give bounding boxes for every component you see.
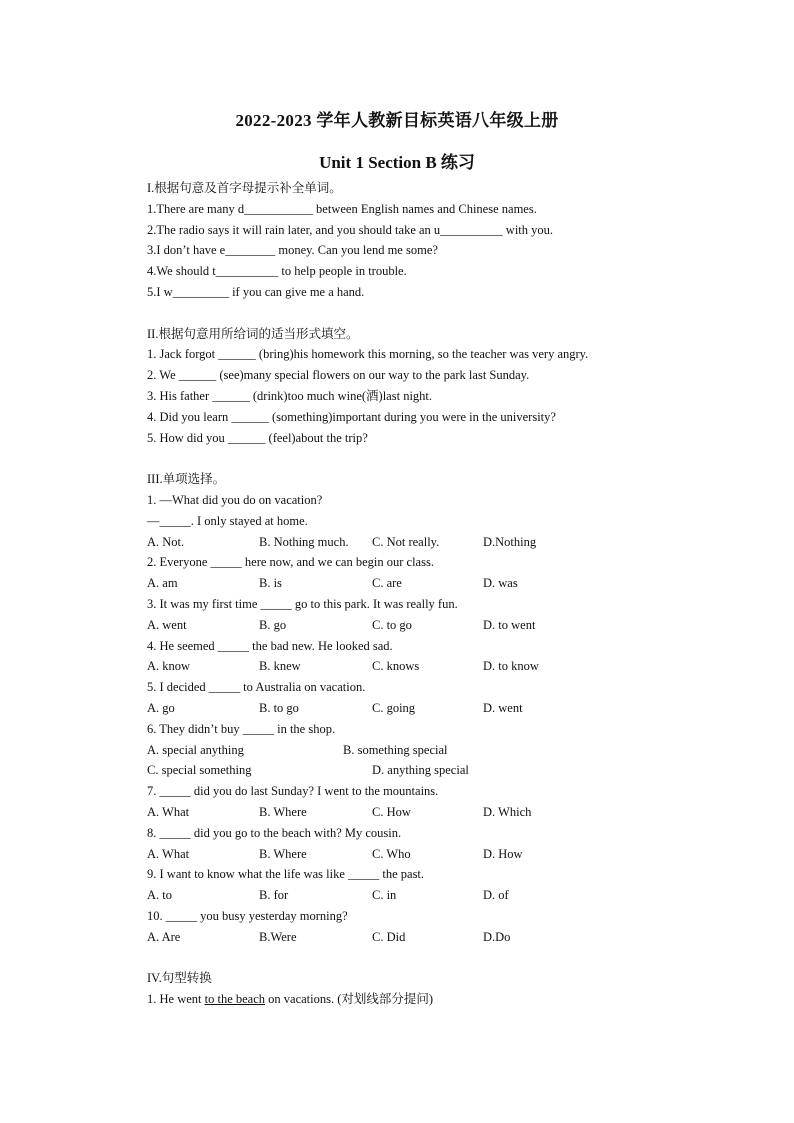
s1-item-3: 3.I don’t have e________ money. Can you lend me some?	[147, 243, 438, 258]
q7-option-a: A. What	[147, 804, 190, 819]
s2-item-2: 2. We ______ (see)many special flowers on our way to the park last Sunday.	[147, 368, 530, 383]
q7-stem: 7. _____ did you do last Sunday? I went to the mountains.	[147, 784, 439, 799]
document-title: 2022-2023 学年人教新目标英语八年级上册	[235, 111, 559, 130]
q9-options	[147, 885, 667, 906]
q10-stem: 10. _____ you busy yesterday morning?	[147, 908, 348, 923]
q7-option-b: B. Where	[259, 804, 307, 819]
spacer	[147, 448, 667, 469]
q4-options	[147, 656, 667, 677]
s4-item-1	[147, 989, 667, 1010]
q5-option-d: D. went	[483, 700, 523, 715]
q10-options	[147, 927, 667, 948]
s2-item-1: 1. Jack forgot ______ (bring)his homework this morning, so the teacher was very angry.	[147, 347, 589, 362]
q9-option-b: B. for	[259, 888, 289, 903]
s2-item-4: 4. Did you learn ______ (something)important during you were in the university?	[147, 409, 556, 424]
q3-options	[147, 615, 667, 636]
q5-options	[147, 698, 667, 719]
q2-options	[147, 573, 667, 594]
q4-stem: 4. He seemed _____ the bad new. He looked sad.	[147, 638, 393, 653]
q8-option-d: D. How	[483, 846, 523, 861]
q9-option-d: D. of	[483, 888, 509, 903]
q10-option-c: C. Did	[372, 929, 406, 944]
section-2-heading: II.根据句意用所给词的适当形式填空。	[147, 326, 359, 341]
s1-item-5: 5.I w_________ if you can give me a hand.	[147, 284, 365, 299]
q2-stem: 2. Everyone _____ here now, and we can begin our class.	[147, 555, 434, 570]
q3-stem: 3. It was my first time _____ go to this park. It was really fun.	[147, 596, 458, 611]
s4-q1-prefix: 1. He went	[147, 992, 205, 1007]
q2-option-a: A. am	[147, 576, 178, 591]
q8-option-b: B. Where	[259, 846, 307, 861]
q8-stem: 8. _____ did you go to the beach with? My cousin.	[147, 825, 402, 840]
q3-option-d: D. to went	[483, 617, 536, 632]
q8-options	[147, 844, 667, 865]
q4-option-b: B. knew	[259, 659, 301, 674]
q1-reply: —_____. I only stayed at home.	[147, 513, 308, 528]
q4-option-a: A. know	[147, 659, 191, 674]
q9-stem: 9. I want to know what the life was like _____ the past.	[147, 867, 425, 882]
s4-q1-suffix: on vacations. (对划线部分提问)	[265, 992, 434, 1007]
q1-option-d: D.Nothing	[483, 534, 537, 549]
q1-options	[147, 532, 667, 553]
s1-item-2: 2.The radio says it will rain later, and you should take an u__________ with you.	[147, 222, 554, 237]
section-4-heading: IV.句型转换	[147, 971, 212, 986]
section-1-heading: I.根据句意及首字母提示补全单词。	[147, 181, 342, 195]
q1-option-a: A. Not.	[147, 534, 185, 549]
q1-option-c: C. Not really.	[372, 534, 440, 549]
q9-option-c: C. in	[372, 888, 397, 903]
q7-option-c: C. How	[372, 804, 411, 819]
q5-option-b: B. to go	[259, 700, 299, 715]
q3-option-c: C. to go	[372, 617, 412, 632]
section-3-heading: III.单项选择。	[147, 472, 226, 487]
q7-option-d: D. Which	[483, 804, 532, 819]
q6-options-row-2	[147, 760, 667, 781]
q4-option-c: C. knows	[372, 659, 420, 674]
q8-option-a: A. What	[147, 846, 190, 861]
q6-stem: 6. They didn’t buy _____ in the shop.	[147, 721, 336, 736]
q5-option-a: A. go	[147, 700, 175, 715]
s2-item-5: 5. How did you ______ (feel)about the trip?	[147, 430, 368, 445]
q6-option-a: A. special anything	[147, 742, 244, 757]
spacer	[147, 947, 667, 968]
q3-option-b: B. go	[259, 617, 287, 632]
q1-option-b: B. Nothing much.	[259, 534, 349, 549]
q5-option-c: C. going	[372, 700, 416, 715]
q6-option-b: B. something special	[343, 742, 448, 757]
q9-option-a: A. to	[147, 888, 172, 903]
q8-option-c: C. Who	[372, 846, 411, 861]
q2-option-b: B. is	[259, 576, 282, 591]
q2-option-c: C. are	[372, 576, 402, 591]
s1-item-1: 1.There are many d___________ between English names and Chinese names.	[147, 201, 537, 216]
q6-options-row-1	[147, 740, 667, 761]
s2-item-3: 3. His father ______ (drink)too much wine(酒)last night.	[147, 388, 433, 403]
q7-options	[147, 802, 667, 823]
s4-q1-underlined-phrase: to the beach	[204, 992, 266, 1007]
q1-stem: 1. —What did you do on vacation?	[147, 492, 323, 507]
q6-option-c: C. special something	[147, 763, 252, 778]
q10-option-d: D.Do	[483, 929, 511, 944]
q10-option-b: B.Were	[259, 929, 297, 944]
spacer	[147, 303, 667, 324]
document-subtitle: Unit 1 Section B 练习	[319, 153, 475, 172]
exercise-content	[147, 178, 667, 1010]
q6-option-d: D. anything special	[372, 763, 469, 778]
q4-option-d: D. to know	[483, 659, 539, 674]
q5-stem: 5. I decided _____ to Australia on vacation.	[147, 680, 366, 695]
q2-option-d: D. was	[483, 576, 518, 591]
q10-option-a: A. Are	[147, 929, 181, 944]
q3-option-a: A. went	[147, 617, 187, 632]
s1-item-4: 4.We should t__________ to help people in trouble.	[147, 264, 407, 279]
